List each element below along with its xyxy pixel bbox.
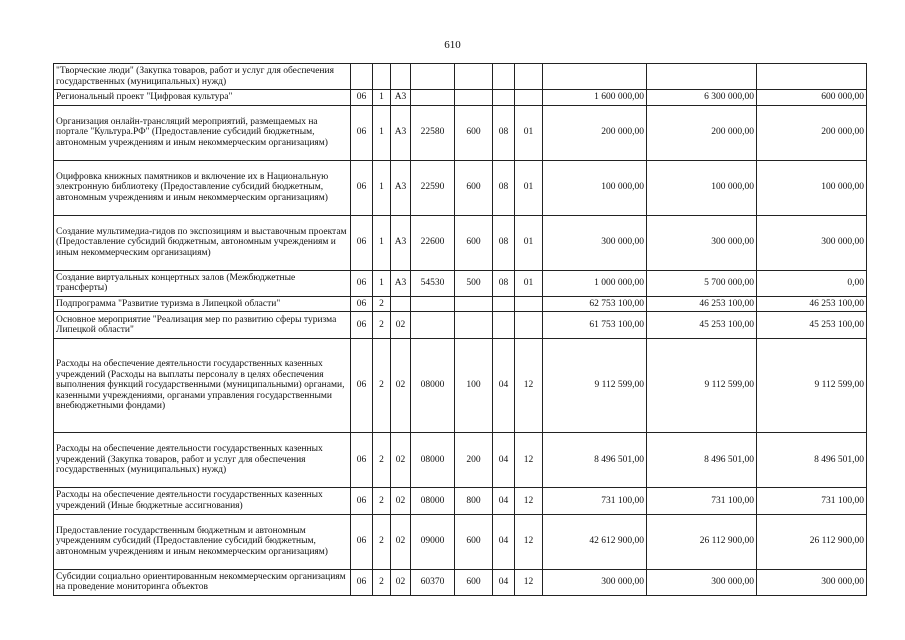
- amount-year-2: 300 000,00: [647, 569, 757, 595]
- subprogram-code: 1: [373, 160, 391, 215]
- amount-year-3: 731 100,00: [757, 488, 867, 514]
- section-code: [493, 312, 515, 338]
- amount-year-3: 300 000,00: [757, 215, 867, 270]
- subprogram-code: 2: [373, 488, 391, 514]
- row-name: Предоставление государственным бюджетным и автономным учреждениям субсидий (Предоставление субсидий бюджетным, автономным учреждениям и иным некоммерческим организациям): [54, 514, 351, 569]
- direction-code: 22600: [411, 215, 455, 270]
- amount-year-3: 200 000,00: [757, 105, 867, 160]
- row-name: "Творческие люди" (Закупка товаров, работ и услуг для обеспечения государственных (муниципальных) нужд): [54, 64, 351, 90]
- section-code: 08: [493, 270, 515, 296]
- row-name: Расходы на обеспечение деятельности государственных казенных учреждений (Иные бюджетные ассигнования): [54, 488, 351, 514]
- direction-code: 60370: [411, 569, 455, 595]
- amount-year-2: 6 300 000,00: [647, 90, 757, 105]
- event-code: 02: [391, 338, 411, 433]
- subsection-code: 01: [515, 105, 543, 160]
- amount-year-3: 300 000,00: [757, 569, 867, 595]
- row-name: Создание мультимедиа-гидов по экспозициям и выставочным проектам (Предоставление субсидий бюджетным, автономным учреждениям и иным некоммерческим организациям): [54, 215, 351, 270]
- direction-code: 08000: [411, 433, 455, 488]
- subprogram-code: 2: [373, 312, 391, 338]
- section-code: 04: [493, 569, 515, 595]
- event-code: А3: [391, 105, 411, 160]
- program-code: 06: [351, 90, 373, 105]
- event-code: А3: [391, 90, 411, 105]
- amount-year-1: 300 000,00: [543, 569, 647, 595]
- amount-year-1: 1 600 000,00: [543, 90, 647, 105]
- row-name: Расходы на обеспечение деятельности государственных казенных учреждений (Расходы на выплаты персоналу в целях обеспечения выполнения функций государственными (муниципальными) органами, казенными учреждениями, органами управления государственными внебюджетными фондами): [54, 338, 351, 433]
- amount-year-1: 300 000,00: [543, 215, 647, 270]
- subsection-code: 12: [515, 514, 543, 569]
- table-row: [54, 296, 867, 311]
- row-name: Создание виртуальных концертных залов (Межбюджетные трансферты): [54, 270, 351, 296]
- section-code: 04: [493, 338, 515, 433]
- amount-year-1: 9 112 599,00: [543, 338, 647, 433]
- amount-year-3: 46 253 100,00: [757, 296, 867, 311]
- amount-year-1: 200 000,00: [543, 105, 647, 160]
- subprogram-code: 1: [373, 90, 391, 105]
- budget-table: [53, 63, 867, 596]
- amount-year-1: 1 000 000,00: [543, 270, 647, 296]
- amount-year-2: 100 000,00: [647, 160, 757, 215]
- event-code: [391, 296, 411, 311]
- expense-type-code: 500: [455, 270, 493, 296]
- amount-year-2: 300 000,00: [647, 215, 757, 270]
- subprogram-code: 2: [373, 433, 391, 488]
- direction-code: 08000: [411, 488, 455, 514]
- subsection-code: 01: [515, 270, 543, 296]
- amount-year-3: 26 112 900,00: [757, 514, 867, 569]
- program-code: 06: [351, 569, 373, 595]
- amount-year-1: 8 496 501,00: [543, 433, 647, 488]
- subsection-code: 01: [515, 160, 543, 215]
- subsection-code: [515, 296, 543, 311]
- expense-type-code: 800: [455, 488, 493, 514]
- direction-code: 22580: [411, 105, 455, 160]
- table-row: [54, 90, 867, 105]
- amount-year-3: 45 253 100,00: [757, 312, 867, 338]
- direction-code: 08000: [411, 338, 455, 433]
- table-row: [54, 514, 867, 569]
- row-name: Региональный проект "Цифровая культура": [54, 90, 351, 105]
- table-row: [54, 488, 867, 514]
- section-code: 04: [493, 488, 515, 514]
- expense-type-code: 600: [455, 160, 493, 215]
- section-code: 08: [493, 105, 515, 160]
- table-row: [54, 338, 867, 433]
- program-code: 06: [351, 312, 373, 338]
- program-code: 06: [351, 160, 373, 215]
- table-row: [54, 105, 867, 160]
- amount-year-2: [647, 64, 757, 90]
- section-code: [493, 296, 515, 311]
- amount-year-3: 0,00: [757, 270, 867, 296]
- subprogram-code: 2: [373, 569, 391, 595]
- amount-year-2: 8 496 501,00: [647, 433, 757, 488]
- row-name: Организация онлайн-трансляций мероприятий, размещаемых на портале "Культура.РФ" (Предоставление субсидий бюджетным, автономным учреждениям и иным некоммерческим организациям): [54, 105, 351, 160]
- row-name: Оцифровка книжных памятников и включение их в Национальную электронную библиотеку (Предоставление субсидий бюджетным, автономным учреждениям и иным некоммерческим организациям): [54, 160, 351, 215]
- expense-type-code: 600: [455, 105, 493, 160]
- subsection-code: [515, 90, 543, 105]
- direction-code: [411, 64, 455, 90]
- expense-type-code: 600: [455, 514, 493, 569]
- subsection-code: [515, 312, 543, 338]
- event-code: 02: [391, 514, 411, 569]
- amount-year-3: 600 000,00: [757, 90, 867, 105]
- amount-year-2: 46 253 100,00: [647, 296, 757, 311]
- table-row: [54, 270, 867, 296]
- subprogram-code: 2: [373, 338, 391, 433]
- program-code: 06: [351, 296, 373, 311]
- amount-year-1: 61 753 100,00: [543, 312, 647, 338]
- subsection-code: 12: [515, 338, 543, 433]
- subsection-code: 01: [515, 215, 543, 270]
- expense-type-code: 600: [455, 569, 493, 595]
- section-code: 04: [493, 433, 515, 488]
- program-code: 06: [351, 338, 373, 433]
- event-code: А3: [391, 270, 411, 296]
- event-code: 02: [391, 312, 411, 338]
- section-code: 04: [493, 514, 515, 569]
- event-code: А3: [391, 215, 411, 270]
- direction-code: [411, 296, 455, 311]
- amount-year-2: 26 112 900,00: [647, 514, 757, 569]
- direction-code: 22590: [411, 160, 455, 215]
- subprogram-code: 1: [373, 215, 391, 270]
- program-code: [351, 64, 373, 90]
- expense-type-code: 200: [455, 433, 493, 488]
- expense-type-code: [455, 312, 493, 338]
- row-name: Основное мероприятие "Реализация мер по развитию сферы туризма Липецкой области": [54, 312, 351, 338]
- subsection-code: [515, 64, 543, 90]
- subsection-code: 12: [515, 569, 543, 595]
- subprogram-code: 1: [373, 105, 391, 160]
- event-code: [391, 64, 411, 90]
- section-code: [493, 90, 515, 105]
- direction-code: [411, 90, 455, 105]
- event-code: А3: [391, 160, 411, 215]
- table-row: [54, 215, 867, 270]
- event-code: 02: [391, 433, 411, 488]
- program-code: 06: [351, 215, 373, 270]
- subprogram-code: 1: [373, 270, 391, 296]
- subprogram-code: [373, 64, 391, 90]
- amount-year-2: 9 112 599,00: [647, 338, 757, 433]
- section-code: 08: [493, 215, 515, 270]
- program-code: 06: [351, 270, 373, 296]
- event-code: 02: [391, 488, 411, 514]
- section-code: 08: [493, 160, 515, 215]
- program-code: 06: [351, 488, 373, 514]
- amount-year-1: 62 753 100,00: [543, 296, 647, 311]
- subsection-code: 12: [515, 433, 543, 488]
- amount-year-3: 9 112 599,00: [757, 338, 867, 433]
- amount-year-1: 731 100,00: [543, 488, 647, 514]
- table-row: [54, 160, 867, 215]
- amount-year-1: [543, 64, 647, 90]
- table-row: [54, 569, 867, 595]
- expense-type-code: 600: [455, 215, 493, 270]
- subprogram-code: 2: [373, 296, 391, 311]
- row-name: Субсидии социально ориентированным некоммерческим организациям на проведение мониторинга объектов: [54, 569, 351, 595]
- subsection-code: 12: [515, 488, 543, 514]
- expense-type-code: [455, 90, 493, 105]
- page-number: 610: [444, 39, 461, 51]
- expense-type-code: [455, 296, 493, 311]
- expense-type-code: 100: [455, 338, 493, 433]
- table-body: [54, 64, 867, 596]
- amount-year-1: 42 612 900,00: [543, 514, 647, 569]
- program-code: 06: [351, 433, 373, 488]
- direction-code: 09000: [411, 514, 455, 569]
- table-row: [54, 312, 867, 338]
- amount-year-3: 8 496 501,00: [757, 433, 867, 488]
- program-code: 06: [351, 105, 373, 160]
- amount-year-2: 45 253 100,00: [647, 312, 757, 338]
- direction-code: [411, 312, 455, 338]
- amount-year-3: [757, 64, 867, 90]
- row-name: Расходы на обеспечение деятельности государственных казенных учреждений (Закупка товаров, работ и услуг для обеспечения государственных (муниципальных) нужд): [54, 433, 351, 488]
- amount-year-2: 200 000,00: [647, 105, 757, 160]
- event-code: 02: [391, 569, 411, 595]
- subprogram-code: 2: [373, 514, 391, 569]
- section-code: [493, 64, 515, 90]
- program-code: 06: [351, 514, 373, 569]
- table-row: [54, 433, 867, 488]
- amount-year-2: 5 700 000,00: [647, 270, 757, 296]
- amount-year-1: 100 000,00: [543, 160, 647, 215]
- row-name: Подпрограмма "Развитие туризма в Липецкой области": [54, 296, 351, 311]
- direction-code: 54530: [411, 270, 455, 296]
- expense-type-code: [455, 64, 493, 90]
- table-row: [54, 64, 867, 90]
- amount-year-3: 100 000,00: [757, 160, 867, 215]
- amount-year-2: 731 100,00: [647, 488, 757, 514]
